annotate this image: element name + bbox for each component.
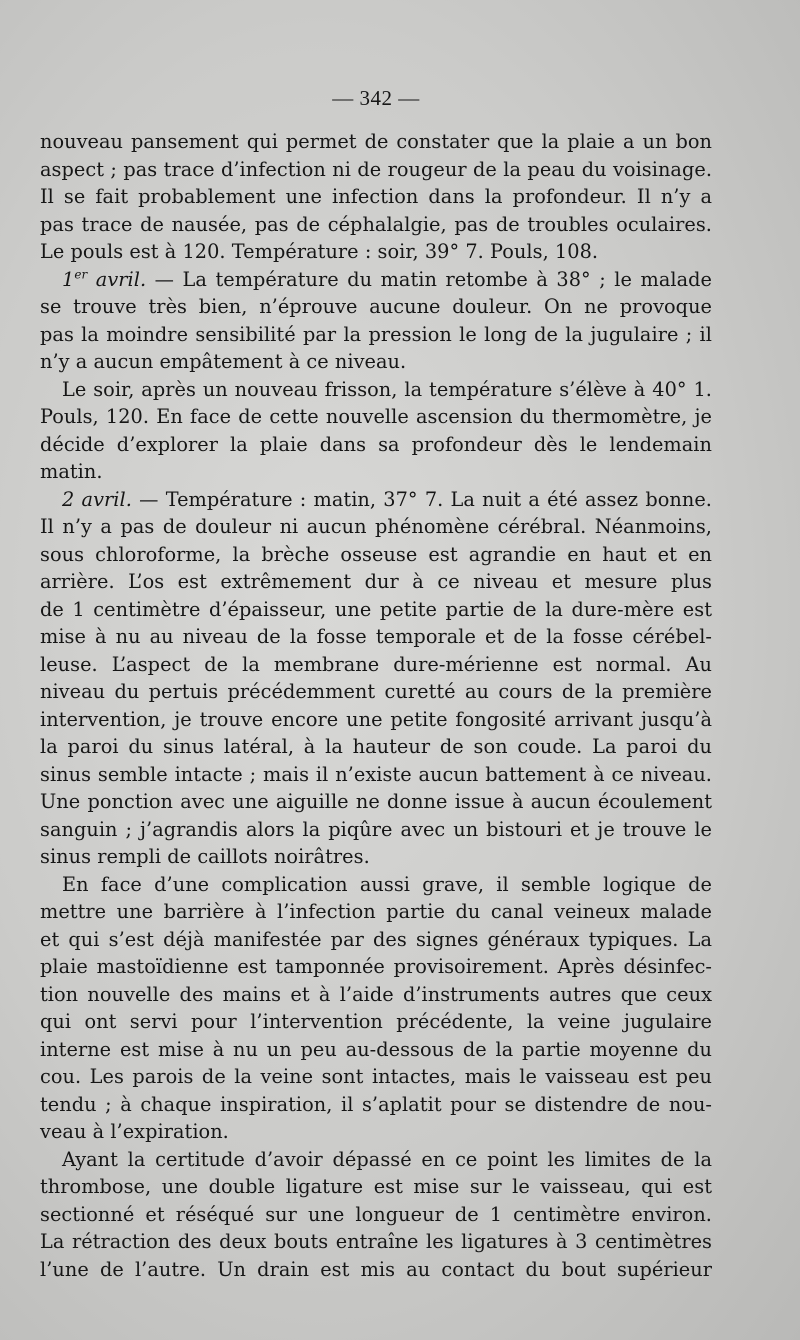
text-line: sinus semble intacte ; mais il n’existe aucun battement à ce niveau. (40, 762, 712, 786)
text-line: aspect ; pas trace d’infection ni de rougeur de la peau du voisinage. (40, 157, 712, 181)
date-label-month: avril. (81, 487, 132, 511)
text-line: Il se fait probablement une infection dans la profondeur. Il n’y a (40, 185, 712, 208)
text-line: Il n’y a pas de douleur ni aucun phénomène cérébral. Néanmoins, (40, 515, 712, 538)
text-line: la paroi du sinus latéral, à la hauteur de son coude. La paroi du (40, 735, 712, 758)
text-line: veau à l’expiration. (40, 1120, 229, 1143)
page-number: — 342 — (332, 86, 420, 110)
text-line: pas la moindre sensibilité par la pression le long de la jugulaire ; il (40, 322, 712, 346)
text-line: intervention, je trouve encore une petite fongosité arrivant jusqu’à (40, 707, 712, 731)
text-line: cou. Les parois de la veine sont intactes, mais le vaisseau est peu (40, 1065, 712, 1088)
text-line: mise à nu au niveau de la fosse temporale et de la fosse cérébel- (40, 625, 712, 648)
text-line: La rétraction des deux bouts entraîne les ligatures à 3 centimètres (40, 1230, 712, 1253)
text-line: nouveau pansement qui permet de constater que la plaie a un bon (40, 130, 712, 153)
text-line: de 1 centimètre d’épaisseur, une petite partie de la dure-mère est (40, 597, 712, 621)
text-line: niveau du pertuis précédemment curetté au cours de la première (40, 680, 712, 703)
text-line: tendu ; à chaque inspiration, il s’aplatit pour se distendre de nou- (40, 1092, 712, 1116)
text-line: pas trace de nausée, pas de céphalalgie, pas de troubles oculaires. (40, 212, 712, 236)
text-line: Pouls, 120. En face de cette nouvelle ascension du thermomètre, je (40, 405, 712, 428)
book-page (40, 84, 712, 1283)
text-line: arrière. L’os est extrêmement dur à ce niveau et mesure plus (40, 570, 712, 593)
text-line: Une ponction avec une aiguille ne donne issue à aucun écoulement (40, 790, 712, 813)
text-line: n’y a aucun empâtement à ce niveau. (40, 350, 407, 373)
text-line: En face d’une complication aussi grave, il semble logique de (62, 872, 712, 896)
text-line: tion nouvelle des mains et à l’aide d’instruments autres que ceux (40, 982, 712, 1006)
text-line: Ayant la certitude d’avoir dépassé en ce point les limites de la (62, 1147, 712, 1171)
entry-text: — La température du matin retombe à 38° ; le malade (146, 267, 712, 291)
text-line: sinus rempli de caillots noirâtres. (40, 845, 370, 868)
text-line: sectionné et réséqué sur une longueur de 1 centimètre environ. (40, 1202, 712, 1226)
date-label-superscript: er (74, 267, 88, 282)
text-line: thrombose, une double ligature est mise sur le vaisseau, qui est (40, 1175, 712, 1198)
date-label-day: 2 (62, 487, 75, 511)
text-line: Le soir, après un nouveau frisson, la température s’élève à 40° 1. (62, 377, 712, 401)
text-line: sous chloroforme, la brèche osseuse est agrandie en haut et en (40, 542, 712, 566)
text-line: mettre une barrière à l’infection partie du canal veineux malade (40, 900, 712, 923)
text-line: qui ont servi pour l’intervention précédente, la veine jugulaire (40, 1010, 712, 1033)
text-line: leuse. L’aspect de la membrane dure-mérienne est normal. Au (40, 652, 712, 676)
text-line: décide d’explorer la plaie dans sa profondeur dès le lendemain (40, 432, 712, 456)
text-line: plaie mastoïdienne est tamponnée provisoirement. Après désinfec- (40, 955, 712, 978)
text-line: se trouve très bien, n’éprouve aucune douleur. On ne provoque (40, 295, 712, 318)
date-label-month: avril. (95, 267, 147, 291)
text-line: Le pouls est à 120. Température : soir, 39° 7. Pouls, 108. (40, 240, 599, 263)
dated-entry-line (40, 486, 712, 514)
entry-text: — Température : matin, 37° 7. La nuit a été assez bonne. (131, 487, 712, 511)
text-line: sanguin ; j’agrandis alors la piqûre avec un bistouri et je trouve le (40, 817, 712, 841)
text-line: l’une de l’autre. Un drain est mis au contact du bout supérieur (40, 1257, 712, 1281)
dated-entry-line (40, 266, 712, 294)
text-line: matin. (40, 460, 103, 483)
date-label-day: 1 (62, 267, 75, 291)
text-line: et qui s’est déjà manifestée par des signes généraux typiques. La (40, 927, 712, 951)
text-line: interne est mise à nu un peu au-dessous de la partie moyenne du (40, 1037, 712, 1061)
